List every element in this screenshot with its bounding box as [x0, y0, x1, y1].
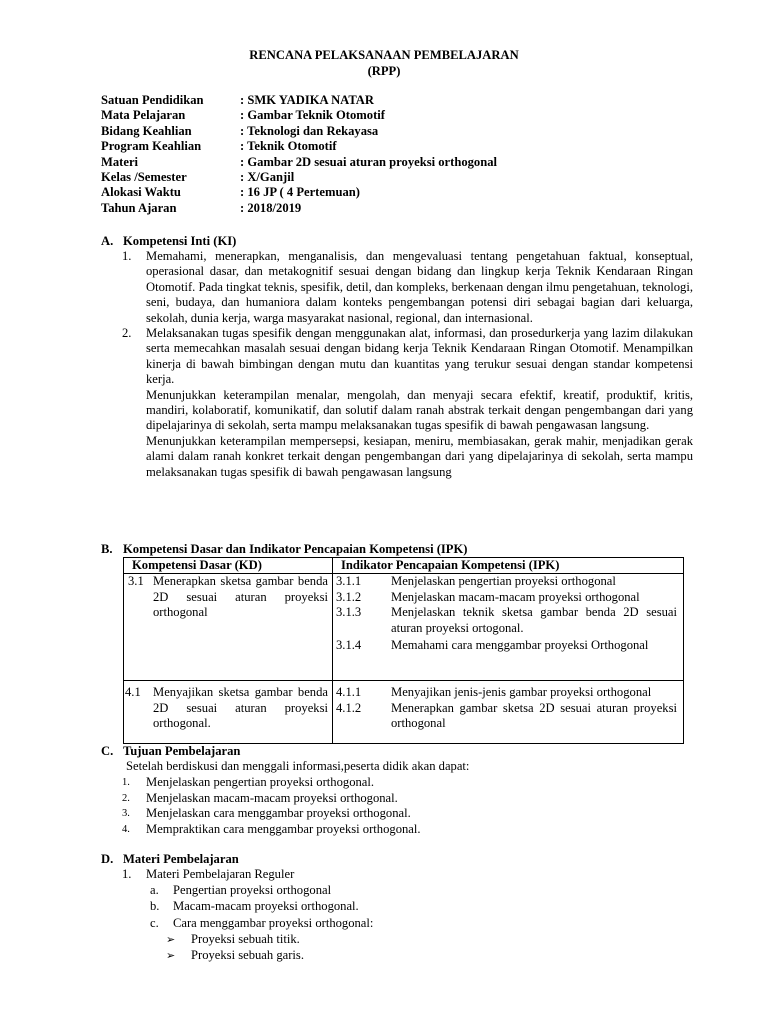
ipk-cell	[333, 574, 684, 681]
item-text: Menjelaskan cara menggambar proyeksi orthogonal.	[146, 806, 411, 821]
item-number: 4.	[122, 823, 130, 835]
item-number: 1.	[122, 777, 130, 788]
table-row	[124, 681, 684, 744]
section-title: Kompetensi Inti (KI)	[123, 234, 237, 248]
identity-label: Tahun Ajaran	[101, 200, 177, 215]
item-letter: a.	[150, 883, 159, 898]
paragraph: Menunjukkan keterampilan mempersepsi, kesiapan, meniru, membiasakan, gerak mahir, menjadikan gerak alami dalam ranah konkret terkait dengan pengembangan dari yang dipelajarinya di sekolah, serta mampu melaksanakan tugas spesifik di bawah pengawasan langsung	[146, 433, 693, 479]
identity-value: : Teknologi dan Rekayasa	[240, 123, 379, 138]
identity-label: Materi	[101, 154, 139, 169]
identity-label: Mata Pelajaran	[101, 108, 186, 123]
ipk-number: 3.1.3	[336, 605, 362, 620]
ipk-text: Memahami cara menggambar proyeksi Orthogonal	[391, 638, 649, 653]
section-title: Kompetensi Dasar dan Indikator Pencapaian Kompetensi (IPK)	[123, 542, 468, 556]
identity-label: Kelas /Semester	[101, 169, 187, 184]
identity-row	[101, 170, 497, 185]
table-row	[124, 574, 684, 681]
table-header-ipk: Indikator Pencapaian Kompetensi (IPK)	[333, 558, 684, 574]
item-text: Menjelaskan pengertian proyeksi orthogonal.	[146, 775, 375, 789]
identity-row	[101, 139, 497, 154]
item-text: Macam-macam proyeksi orthogonal.	[173, 899, 359, 914]
section-title: Materi Pembelajaran	[123, 852, 239, 866]
item-number: 3.	[122, 808, 130, 820]
identity-table	[101, 93, 497, 216]
identity-value: : 2018/2019	[240, 200, 302, 215]
ipk-text: Menerapkan gambar sketsa 2D sesuai aturan proyeksi orthogonal	[391, 700, 677, 731]
identity-value: : Gambar Teknik Otomotif	[240, 108, 385, 123]
arrow-bullet-icon: ➢	[166, 948, 176, 962]
identity-row	[101, 108, 497, 123]
item-letter: b.	[150, 899, 160, 914]
section-c-intro: Setelah berdiskusi dan menggali informasi,peserta didik akan dapat:	[126, 759, 470, 773]
kd-cell	[124, 681, 333, 744]
ipk-number: 4.1.1	[336, 685, 362, 700]
section-letter: B.	[101, 542, 113, 556]
kd-text: Menerapkan sketsa gambar benda 2D sesuai aturan proyeksi orthogonal	[153, 574, 328, 620]
table-header-row	[124, 558, 684, 574]
section-title: Tujuan Pembelajaran	[123, 744, 241, 758]
item-number: 1.	[122, 867, 132, 881]
identity-label: Satuan Pendidikan	[101, 93, 204, 107]
ipk-number: 3.1.1	[336, 574, 362, 589]
item-text: Materi Pembelajaran Reguler	[146, 867, 295, 881]
item-number: 2.	[122, 326, 132, 341]
kd-number: 4.1	[125, 685, 141, 700]
kd-content	[124, 574, 332, 620]
ki-list	[122, 249, 693, 480]
section-letter: C.	[101, 744, 114, 758]
item-letter: c.	[150, 915, 159, 930]
ipk-text: Menjelaskan macam-macam proyeksi orthogonal	[391, 589, 640, 604]
item-text: Proyeksi sebuah garis.	[191, 947, 304, 962]
ipk-item	[333, 638, 683, 653]
ipk-item	[333, 590, 683, 605]
identity-row	[101, 201, 497, 216]
ipk-number: 3.1.4	[336, 638, 362, 653]
identity-label: Alokasi Waktu	[101, 185, 181, 200]
list-item	[122, 822, 421, 838]
paragraph: Menunjukkan keterampilan menalar, mengolah, dan menyaji secara efektif, kreatif, produktif, kritis, mandiri, kolaboratif, komunikatif, dan solutif dalam ranah abstrak terkait dengan pengembangan dari yang dipelajarinya di sekolah, serta mampu melaksanakan tugas spesifik di bawah pengawasan langsung.	[146, 387, 693, 433]
identity-value: : SMK YADIKA NATAR	[240, 93, 374, 107]
ipk-item	[333, 574, 683, 589]
list-item	[122, 326, 693, 388]
identity-value: : Teknik Otomotif	[240, 139, 337, 154]
ipk-item	[333, 685, 683, 700]
item-text: Cara menggambar proyeksi orthogonal:	[173, 915, 374, 930]
kd-number: 3.1	[128, 574, 144, 589]
identity-value: : X/Ganjil	[240, 169, 295, 184]
ipk-number: 4.1.2	[336, 700, 362, 715]
ipk-item	[333, 605, 683, 636]
tujuan-list	[122, 775, 421, 837]
item-text: Menjelaskan macam-macam proyeksi orthogonal.	[146, 790, 398, 805]
document-title: RENCANA PELAKSANAAN PEMBELAJARAN	[249, 48, 519, 62]
ipk-number: 3.1.2	[336, 589, 362, 604]
identity-row	[101, 185, 497, 200]
kd-text: Menyajikan sketsa gambar benda 2D sesuai aturan proyeksi orthogonal.	[153, 685, 328, 731]
section-letter: D.	[101, 852, 114, 866]
item-number: 2.	[122, 792, 130, 804]
table-header-kd: Kompetensi Dasar (KD)	[124, 558, 333, 574]
item-text: Proyeksi sebuah titik.	[191, 931, 300, 946]
identity-value: : Gambar 2D sesuai aturan proyeksi orthogonal	[240, 154, 498, 169]
document-subtitle: (RPP)	[367, 64, 401, 78]
list-item	[122, 249, 693, 326]
identity-label: Program Keahlian	[101, 139, 202, 154]
identity-row	[101, 93, 497, 108]
identity-row	[101, 124, 497, 139]
item-text: Melaksanakan tugas spesifik dengan menggunakan alat, informasi, dan prosedurkerja yang lazim dilakukan serta memecahkan masalah sesuai dengan bidang kerja Teknik Kendaraan Ringan Otomotif. Menampilkan kinerja di bawah bimbingan dengan mutu dan kuantitas yang terukur sesuai dengan standar kompetensi kerja.	[146, 326, 693, 387]
identity-label: Bidang Keahlian	[101, 123, 192, 138]
section-letter: A.	[101, 234, 114, 248]
kd-ipk-table	[123, 557, 684, 744]
item-number: 1.	[122, 249, 132, 263]
identity-value: : 16 JP ( 4 Pertemuan)	[240, 185, 360, 200]
ipk-item	[333, 701, 683, 732]
list-item	[122, 791, 421, 807]
kd-content	[124, 681, 332, 731]
ipk-text: Menjelaskan teknik sketsa gambar benda 2D sesuai aturan proyeksi ortogonal.	[391, 605, 677, 635]
ipk-text: Menyajikan jenis-jenis gambar proyeksi orthogonal	[391, 685, 652, 700]
identity-row	[101, 155, 497, 170]
item-text: Pengertian proyeksi orthogonal	[173, 883, 332, 898]
ipk-list	[333, 681, 683, 731]
item-text: Memahami, menerapkan, menganalisis, dan mengevaluasi tentang pengetahuan faktual, konseptual, operasional dasar, dan metakognitif sesuai dengan bidang dan lingkup kerja Teknik Kendaraan Ringan Otomotif. Pada tingkat teknis, spesifik, detil, dan kompleks, berkenaan dengan ilmu pengetahuan, teknologi, seni, budaya, dan humaniora dalam konteks pengembangan potensi diri sebagai bagian dari keluarga, sekolah, dunia kerja, warga masyarakat nasional, regional, dan internasional.	[146, 249, 693, 325]
item-text: Mempraktikan cara menggambar proyeksi orthogonal.	[146, 821, 421, 836]
kd-cell	[124, 574, 333, 681]
ipk-cell	[333, 681, 684, 744]
list-item	[122, 806, 421, 822]
list-item	[122, 775, 421, 791]
arrow-bullet-icon: ➢	[166, 932, 176, 946]
ipk-text: Menjelaskan pengertian proyeksi orthogonal	[391, 574, 616, 589]
